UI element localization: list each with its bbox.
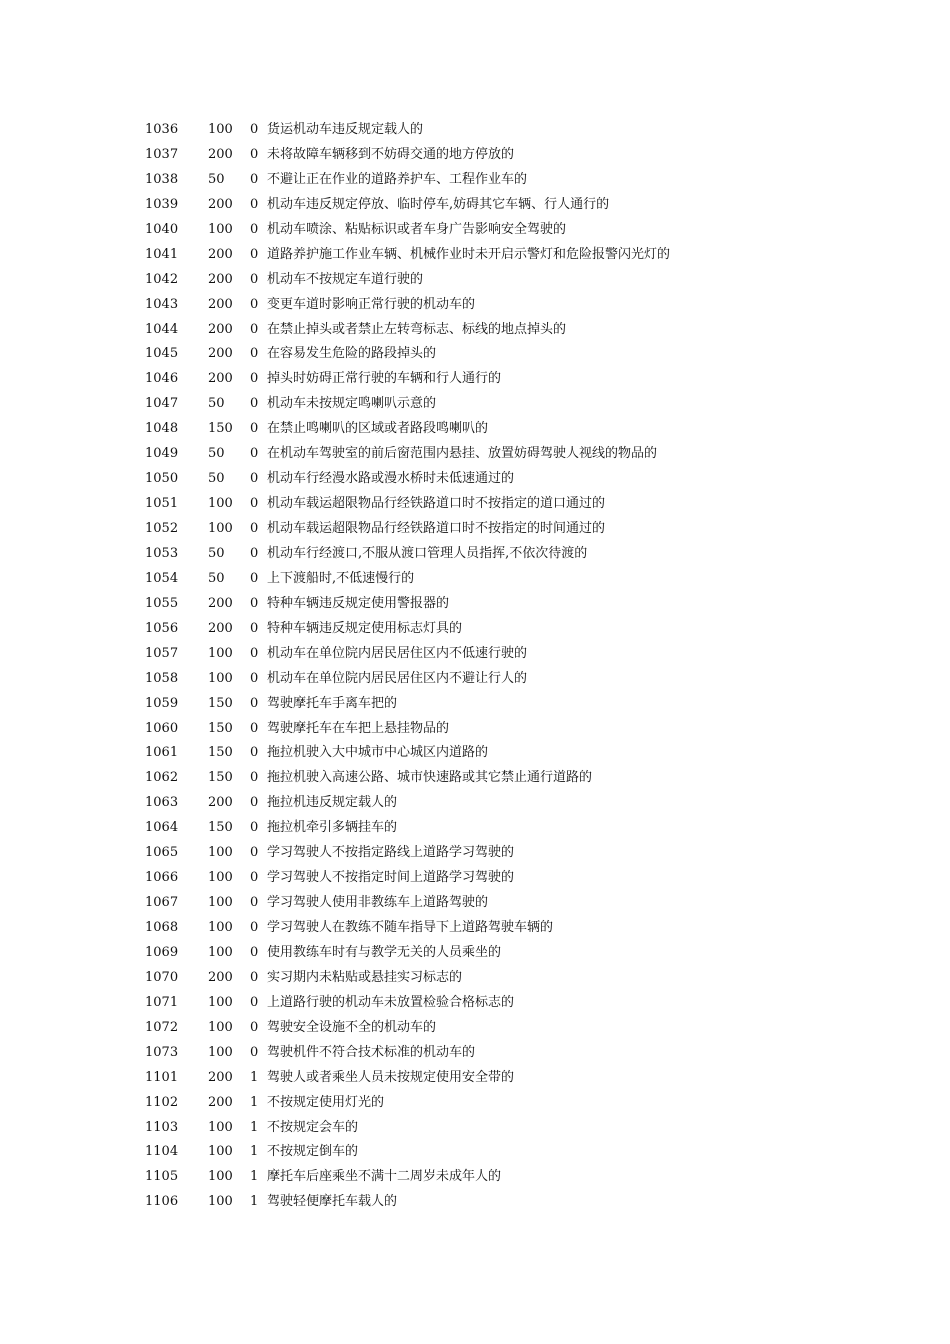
penalty-points: 0 bbox=[250, 196, 259, 212]
fine-amount: 100 bbox=[208, 670, 233, 686]
violation-code: 1066 bbox=[145, 870, 179, 886]
table-row bbox=[0, 741, 950, 766]
violation-code: 1050 bbox=[145, 471, 179, 487]
violation-description: 不按规定会车的 bbox=[267, 1119, 359, 1135]
violation-code: 1059 bbox=[145, 695, 179, 711]
fine-amount: 100 bbox=[208, 122, 233, 137]
violation-code: 1067 bbox=[145, 895, 179, 911]
penalty-points: 0 bbox=[250, 521, 259, 536]
penalty-points: 0 bbox=[250, 396, 259, 412]
violation-code: 1071 bbox=[145, 994, 179, 1010]
table-row bbox=[0, 1165, 950, 1190]
fine-amount: 150 bbox=[208, 720, 233, 736]
fine-amount: 100 bbox=[208, 645, 233, 661]
penalty-points: 1 bbox=[250, 1119, 259, 1135]
violation-description: 机动车喷涂、粘贴标识或者车身广告影响安全驾驶的 bbox=[267, 221, 567, 237]
fine-amount: 50 bbox=[208, 471, 225, 487]
fine-amount: 100 bbox=[208, 994, 233, 1010]
penalty-points: 0 bbox=[250, 720, 259, 736]
violation-description: 未将故障车辆移到不妨碍交通的地方停放的 bbox=[267, 146, 515, 162]
table-row bbox=[0, 592, 950, 617]
table-row bbox=[0, 1091, 950, 1116]
violation-code: 1049 bbox=[145, 446, 179, 462]
table-row bbox=[0, 717, 950, 742]
penalty-points: 0 bbox=[250, 944, 259, 960]
fine-amount: 200 bbox=[208, 620, 233, 636]
violation-description: 拖拉机驶入大中城市中心城区内道路的 bbox=[267, 745, 489, 761]
table-row bbox=[0, 1190, 950, 1215]
fine-amount: 200 bbox=[208, 795, 233, 811]
violation-code: 1056 bbox=[145, 620, 179, 636]
table-row bbox=[0, 342, 950, 367]
violation-description: 不避让正在作业的道路养护车、工程作业车的 bbox=[267, 171, 528, 187]
table-row bbox=[0, 1041, 950, 1066]
violation-code: 1069 bbox=[145, 944, 179, 960]
violation-description: 拖拉机驶入高速公路、城市快速路或其它禁止通行道路的 bbox=[267, 770, 593, 786]
violation-description: 在容易发生危险的路段掉头的 bbox=[267, 346, 437, 362]
fine-amount: 200 bbox=[208, 346, 233, 362]
violation-code: 1068 bbox=[145, 920, 179, 935]
violation-code: 1064 bbox=[145, 820, 179, 836]
violation-description: 实习期内未粘贴或悬挂实习标志的 bbox=[267, 969, 463, 985]
table-row bbox=[0, 766, 950, 791]
penalty-points: 0 bbox=[250, 446, 259, 462]
penalty-points: 0 bbox=[250, 1019, 259, 1035]
violation-code: 1063 bbox=[145, 795, 179, 811]
violation-code: 1040 bbox=[145, 221, 179, 237]
table-row bbox=[0, 1016, 950, 1041]
violation-code: 1101 bbox=[145, 1069, 179, 1085]
violation-code: 1047 bbox=[145, 396, 179, 412]
violation-description: 使用教练车时有与教学无关的人员乘坐的 bbox=[267, 944, 502, 960]
violation-code: 1046 bbox=[145, 371, 179, 387]
violation-code: 1070 bbox=[145, 969, 179, 985]
penalty-points: 1 bbox=[250, 1194, 259, 1210]
violation-description: 学习驾驶人在教练不随车指导下上道路驾驶车辆的 bbox=[267, 920, 554, 935]
violation-description: 驾驶安全设施不全的机动车的 bbox=[267, 1019, 437, 1035]
fine-amount: 150 bbox=[208, 820, 233, 836]
violation-code: 1053 bbox=[145, 545, 179, 561]
violation-code: 1041 bbox=[145, 246, 179, 262]
violation-code: 1065 bbox=[145, 845, 179, 861]
fine-amount: 200 bbox=[208, 1094, 233, 1110]
fine-amount: 50 bbox=[208, 570, 225, 586]
violation-code: 1061 bbox=[145, 745, 179, 761]
penalty-points: 0 bbox=[250, 870, 259, 886]
violation-description: 学习驾驶人不按指定路线上道路学习驾驶的 bbox=[267, 845, 515, 861]
fine-amount: 200 bbox=[208, 321, 233, 337]
fine-amount: 150 bbox=[208, 421, 233, 437]
penalty-points: 0 bbox=[250, 1044, 259, 1060]
fine-amount: 100 bbox=[208, 221, 233, 237]
violation-code: 1106 bbox=[145, 1194, 179, 1210]
violation-description: 驾驶摩托车在车把上悬挂物品的 bbox=[267, 720, 450, 736]
table-row bbox=[0, 841, 950, 866]
penalty-points: 0 bbox=[250, 670, 259, 686]
violation-code: 1058 bbox=[145, 670, 179, 686]
violation-code: 1060 bbox=[145, 720, 179, 736]
violation-code: 1057 bbox=[145, 645, 179, 661]
table-row bbox=[0, 1140, 950, 1165]
violation-description: 驾驶人或者乘坐人员未按规定使用安全带的 bbox=[267, 1069, 515, 1085]
fine-amount: 150 bbox=[208, 745, 233, 761]
violation-code: 1052 bbox=[145, 521, 179, 536]
table-row bbox=[0, 218, 950, 243]
table-row bbox=[0, 417, 950, 442]
violation-description: 上道路行驶的机动车未放置检验合格标志的 bbox=[267, 994, 515, 1010]
table-row bbox=[0, 692, 950, 717]
violation-description: 道路养护施工作业车辆、机械作业时未开启示警灯和危险报警闪光灯的 bbox=[267, 246, 671, 262]
table-row bbox=[0, 791, 950, 816]
fine-amount: 200 bbox=[208, 296, 233, 312]
penalty-points: 0 bbox=[250, 795, 259, 811]
violation-description: 机动车载运超限物品行经铁路道口时不按指定的道口通过的 bbox=[267, 496, 606, 512]
fine-amount: 100 bbox=[208, 1194, 233, 1210]
violation-description: 学习驾驶人使用非教练车上道路驾驶的 bbox=[267, 895, 489, 911]
violation-description: 不按规定倒车的 bbox=[267, 1144, 359, 1160]
table-row bbox=[0, 866, 950, 891]
violation-description: 机动车行经漫水路或漫水桥时未低速通过的 bbox=[267, 471, 515, 487]
penalty-points: 0 bbox=[250, 645, 259, 661]
violation-description: 机动车违反规定停放、临时停车,妨碍其它车辆、行人通行的 bbox=[267, 196, 610, 212]
fine-amount: 100 bbox=[208, 1169, 233, 1185]
fine-amount: 200 bbox=[208, 196, 233, 212]
table-row bbox=[0, 966, 950, 991]
table-row bbox=[0, 567, 950, 592]
violation-description: 不按规定使用灯光的 bbox=[267, 1094, 385, 1110]
fine-amount: 50 bbox=[208, 446, 225, 462]
penalty-points: 0 bbox=[250, 146, 259, 162]
table-row bbox=[0, 243, 950, 268]
violation-description: 在禁止鸣喇叭的区域或者路段鸣喇叭的 bbox=[267, 421, 489, 437]
penalty-points: 0 bbox=[250, 271, 259, 287]
table-row bbox=[0, 193, 950, 218]
table-row bbox=[0, 367, 950, 392]
fine-amount: 100 bbox=[208, 521, 233, 536]
violation-description: 驾驶机件不符合技术标准的机动车的 bbox=[267, 1044, 476, 1060]
fine-amount: 50 bbox=[208, 171, 225, 187]
penalty-points: 1 bbox=[250, 1169, 259, 1185]
violation-code: 1072 bbox=[145, 1019, 179, 1035]
fine-amount: 200 bbox=[208, 146, 233, 162]
violation-code: 1036 bbox=[145, 122, 179, 137]
table-row bbox=[0, 891, 950, 916]
penalty-points: 0 bbox=[250, 920, 259, 935]
table-row bbox=[0, 1116, 950, 1141]
violation-description: 机动车在单位院内居民居住区内不避让行人的 bbox=[267, 670, 528, 686]
fine-amount: 200 bbox=[208, 969, 233, 985]
fine-amount: 50 bbox=[208, 545, 225, 561]
penalty-points: 0 bbox=[250, 570, 259, 586]
fine-amount: 100 bbox=[208, 1019, 233, 1035]
fine-amount: 100 bbox=[208, 1119, 233, 1135]
fine-amount: 200 bbox=[208, 1069, 233, 1085]
violation-description: 驾驶摩托车手离车把的 bbox=[267, 695, 398, 711]
violation-description: 机动车不按规定车道行驶的 bbox=[267, 271, 424, 287]
fine-amount: 200 bbox=[208, 271, 233, 287]
violation-description: 机动车行经渡口,不服从渡口管理人员指挥,不依次待渡的 bbox=[267, 545, 588, 561]
fine-amount: 200 bbox=[208, 246, 233, 262]
violation-description: 特种车辆违反规定使用标志灯具的 bbox=[267, 620, 463, 636]
penalty-points: 0 bbox=[250, 122, 259, 137]
violation-code: 1103 bbox=[145, 1119, 179, 1135]
penalty-points: 1 bbox=[250, 1144, 259, 1160]
violation-code: 1042 bbox=[145, 271, 179, 287]
violation-description: 机动车在单位院内居民居住区内不低速行驶的 bbox=[267, 645, 528, 661]
violation-description: 学习驾驶人不按指定时间上道路学习驾驶的 bbox=[267, 870, 515, 886]
table-row bbox=[0, 667, 950, 692]
penalty-points: 0 bbox=[250, 296, 259, 312]
violation-code: 1073 bbox=[145, 1044, 179, 1060]
violation-description: 机动车载运超限物品行经铁路道口时不按指定的时间通过的 bbox=[267, 521, 606, 536]
violation-code: 1104 bbox=[145, 1144, 179, 1160]
violation-description: 在禁止掉头或者禁止左转弯标志、标线的地点掉头的 bbox=[267, 321, 567, 337]
penalty-points: 0 bbox=[250, 496, 259, 512]
penalty-points: 0 bbox=[250, 371, 259, 387]
penalty-points: 0 bbox=[250, 770, 259, 786]
violation-description: 摩托车后座乘坐不满十二周岁未成年人的 bbox=[267, 1169, 502, 1185]
penalty-points: 0 bbox=[250, 545, 259, 561]
penalty-points: 0 bbox=[250, 595, 259, 611]
violation-description: 掉头时妨碍正常行驶的车辆和行人通行的 bbox=[267, 371, 502, 387]
table-row bbox=[0, 941, 950, 966]
violation-code: 1105 bbox=[145, 1169, 179, 1185]
table-row bbox=[0, 916, 950, 941]
fine-amount: 100 bbox=[208, 944, 233, 960]
penalty-points: 0 bbox=[250, 969, 259, 985]
fine-amount: 200 bbox=[208, 595, 233, 611]
penalty-points: 0 bbox=[250, 994, 259, 1010]
fine-amount: 100 bbox=[208, 1044, 233, 1060]
violation-code: 1039 bbox=[145, 196, 179, 212]
fine-amount: 150 bbox=[208, 770, 233, 786]
table-row bbox=[0, 143, 950, 168]
table-row bbox=[0, 293, 950, 318]
fine-amount: 100 bbox=[208, 1144, 233, 1160]
violation-description: 在机动车驾驶室的前后窗范围内悬挂、放置妨碍驾驶人视线的物品的 bbox=[267, 446, 658, 462]
penalty-points: 0 bbox=[250, 845, 259, 861]
violation-code: 1043 bbox=[145, 296, 179, 312]
penalty-points: 1 bbox=[250, 1094, 259, 1110]
fine-amount: 100 bbox=[208, 870, 233, 886]
fine-amount: 50 bbox=[208, 396, 225, 412]
violation-table bbox=[0, 118, 950, 1215]
penalty-points: 0 bbox=[250, 620, 259, 636]
table-row bbox=[0, 617, 950, 642]
penalty-points: 0 bbox=[250, 895, 259, 911]
table-row bbox=[0, 118, 950, 143]
violation-description: 驾驶轻便摩托车载人的 bbox=[267, 1194, 398, 1210]
penalty-points: 0 bbox=[250, 246, 259, 262]
penalty-points: 0 bbox=[250, 820, 259, 836]
penalty-points: 0 bbox=[250, 471, 259, 487]
violation-code: 1062 bbox=[145, 770, 179, 786]
fine-amount: 150 bbox=[208, 695, 233, 711]
violation-description: 变更车道时影响正常行驶的机动车的 bbox=[267, 296, 476, 312]
table-row bbox=[0, 318, 950, 343]
table-row bbox=[0, 442, 950, 467]
penalty-points: 0 bbox=[250, 346, 259, 362]
fine-amount: 100 bbox=[208, 920, 233, 935]
violation-code: 1044 bbox=[145, 321, 179, 337]
violation-code: 1102 bbox=[145, 1094, 179, 1110]
table-row bbox=[0, 168, 950, 193]
table-row bbox=[0, 542, 950, 567]
violation-description: 机动车未按规定鸣喇叭示意的 bbox=[267, 396, 437, 412]
table-row bbox=[0, 467, 950, 492]
table-row bbox=[0, 492, 950, 517]
violation-description: 货运机动车违反规定载人的 bbox=[267, 122, 424, 137]
penalty-points: 0 bbox=[250, 321, 259, 337]
table-row bbox=[0, 991, 950, 1016]
violation-code: 1045 bbox=[145, 346, 179, 362]
table-row bbox=[0, 816, 950, 841]
fine-amount: 100 bbox=[208, 895, 233, 911]
fine-amount: 100 bbox=[208, 496, 233, 512]
penalty-points: 0 bbox=[250, 171, 259, 187]
fine-amount: 100 bbox=[208, 845, 233, 861]
violation-description: 特种车辆违反规定使用警报器的 bbox=[267, 595, 450, 611]
violation-description: 拖拉机违反规定载人的 bbox=[267, 795, 398, 811]
table-row bbox=[0, 268, 950, 293]
penalty-points: 1 bbox=[250, 1069, 259, 1085]
violation-code: 1048 bbox=[145, 421, 179, 437]
violation-code: 1037 bbox=[145, 146, 179, 162]
penalty-points: 0 bbox=[250, 421, 259, 437]
penalty-points: 0 bbox=[250, 221, 259, 237]
violation-code: 1038 bbox=[145, 171, 179, 187]
table-row bbox=[0, 392, 950, 417]
table-row bbox=[0, 1066, 950, 1091]
penalty-points: 0 bbox=[250, 745, 259, 761]
violation-code: 1051 bbox=[145, 496, 179, 512]
penalty-points: 0 bbox=[250, 695, 259, 711]
violation-description: 拖拉机牵引多辆挂车的 bbox=[267, 820, 398, 836]
table-row bbox=[0, 642, 950, 667]
violation-code: 1054 bbox=[145, 570, 179, 586]
violation-description: 上下渡船时,不低速慢行的 bbox=[267, 570, 415, 586]
table-row bbox=[0, 517, 950, 542]
violation-code: 1055 bbox=[145, 595, 179, 611]
fine-amount: 200 bbox=[208, 371, 233, 387]
